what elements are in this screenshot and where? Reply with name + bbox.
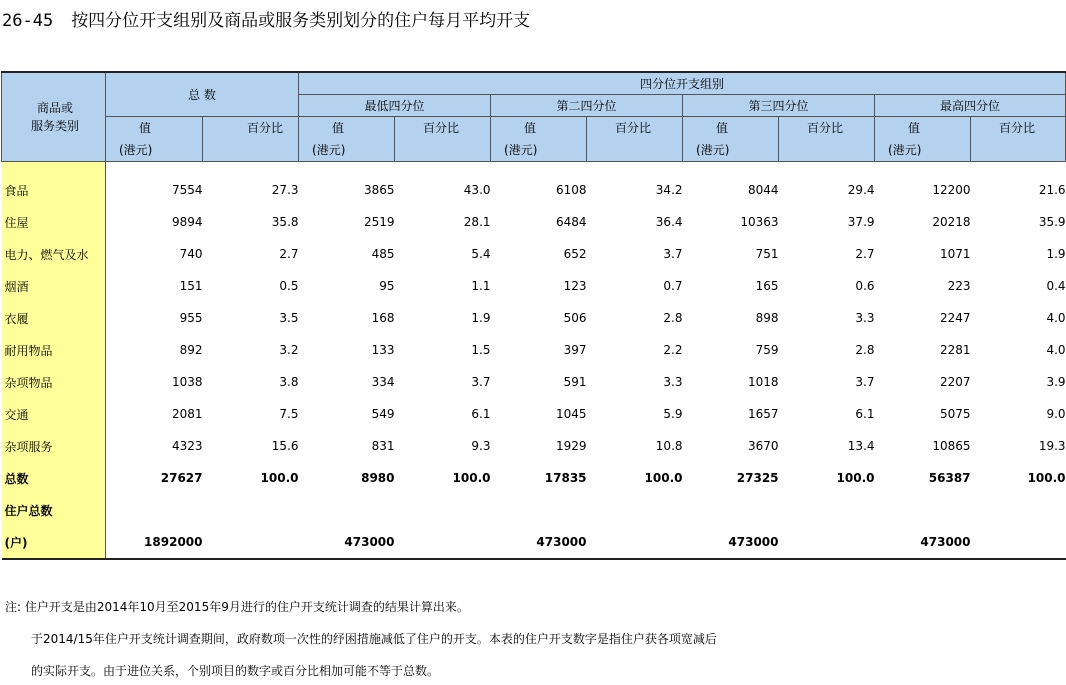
category-header-line2: 服务类别 bbox=[30, 119, 79, 133]
quartile-group-header: 四分位开支组别 bbox=[299, 72, 1066, 95]
value-cell: 133 bbox=[371, 343, 395, 357]
value-header: 值 (港元) bbox=[491, 117, 587, 162]
percent-cell: 37.9 bbox=[847, 215, 875, 229]
note-line-1: 注: 住户开支是由2014年10月至2015年9月进行的住户开支统计调查的结果计算出来。 bbox=[5, 600, 469, 614]
empty-cell bbox=[683, 494, 779, 526]
category-cell: 交通 bbox=[2, 398, 106, 430]
table-row bbox=[2, 270, 1066, 302]
percent-cell: 7.5 bbox=[279, 407, 299, 421]
percent-cell: 3.7 bbox=[855, 375, 875, 389]
percent-cell: 29.4 bbox=[847, 183, 875, 197]
expenditure-table bbox=[1, 71, 1066, 560]
value-cell: 1018 bbox=[747, 375, 779, 389]
value-cell: 2519 bbox=[363, 215, 395, 229]
value-cell: 751 bbox=[755, 247, 779, 261]
value-cell: 955 bbox=[179, 311, 203, 325]
category-cell: 杂项物品 bbox=[2, 366, 106, 398]
value-cell: 10865 bbox=[932, 439, 971, 453]
empty-cell bbox=[395, 526, 491, 559]
value-cell: 7554 bbox=[171, 183, 203, 197]
value-header: 值 (港元) bbox=[875, 117, 971, 162]
percent-cell: 5.9 bbox=[663, 407, 683, 421]
percent-cell: 3.7 bbox=[663, 247, 683, 261]
total-value-cell: 17835 bbox=[544, 471, 587, 485]
value-cell: 549 bbox=[371, 407, 395, 421]
percent-header: 百分比 bbox=[971, 117, 1066, 162]
percent-cell: 27.3 bbox=[271, 183, 299, 197]
percent-cell: 3.9 bbox=[1046, 375, 1066, 389]
total-value-cell: 8980 bbox=[361, 471, 395, 485]
note-line-2: 于2014/15年住户开支统计调查期间，政府数项一次性的纾困措施减低了住户的开支。本表的住户开支数字是指住户获各项宽减后 bbox=[31, 632, 717, 646]
households-unit: (户) bbox=[2, 526, 106, 559]
empty-cell bbox=[587, 494, 683, 526]
value-cell: 740 bbox=[179, 247, 203, 261]
value-cell: 168 bbox=[371, 311, 395, 325]
value-cell: 1929 bbox=[555, 439, 587, 453]
households-value-cell: 1892000 bbox=[106, 526, 203, 559]
percent-cell: 0.5 bbox=[279, 279, 299, 293]
category-cell: 衣履 bbox=[2, 302, 106, 334]
percent-cell: 4.0 bbox=[1046, 343, 1066, 357]
value-cell: 652 bbox=[563, 247, 587, 261]
percent-cell: 35.9 bbox=[1038, 215, 1066, 229]
total-header: 总 数 bbox=[106, 72, 299, 117]
value-header: 值 (港元) bbox=[299, 117, 395, 162]
value-cell: 506 bbox=[563, 311, 587, 325]
page-title bbox=[2, 6, 530, 31]
value-cell: 1657 bbox=[747, 407, 779, 421]
value-cell: 831 bbox=[371, 439, 395, 453]
households-row bbox=[2, 526, 1066, 559]
value-cell: 397 bbox=[563, 343, 587, 357]
percent-cell: 3.5 bbox=[279, 311, 299, 325]
table-row bbox=[2, 206, 1066, 238]
percent-header: 百分比 bbox=[587, 117, 683, 162]
empty-cell bbox=[779, 526, 875, 559]
percent-cell: 6.1 bbox=[471, 407, 491, 421]
empty-cell bbox=[587, 526, 683, 559]
value-cell: 95 bbox=[379, 279, 395, 293]
empty-cell bbox=[106, 494, 203, 526]
note-line-3: 的实际开支。由于进位关系，个别项目的数字或百分比相加可能不等于总数。 bbox=[31, 664, 440, 678]
percent-cell: 3.8 bbox=[279, 375, 299, 389]
value-cell: 8044 bbox=[747, 183, 779, 197]
value-cell: 2247 bbox=[939, 311, 971, 325]
total-row bbox=[2, 462, 1066, 494]
households-value-cell: 473000 bbox=[683, 526, 779, 559]
value-cell: 1045 bbox=[555, 407, 587, 421]
empty-cell bbox=[875, 494, 971, 526]
percent-cell: 0.7 bbox=[663, 279, 683, 293]
households-label: 住户总数 bbox=[2, 494, 106, 526]
value-header: 值 (港元) bbox=[683, 117, 779, 162]
value-cell: 4323 bbox=[171, 439, 203, 453]
table-row bbox=[2, 398, 1066, 430]
percent-header: 百分比 bbox=[395, 117, 491, 162]
total-value-cell: 27325 bbox=[736, 471, 779, 485]
value-cell: 2207 bbox=[939, 375, 971, 389]
percent-cell: 2.7 bbox=[279, 247, 299, 261]
category-header bbox=[2, 72, 106, 162]
value-cell: 5075 bbox=[939, 407, 971, 421]
percent-cell: 1.1 bbox=[471, 279, 491, 293]
total-value-cell: 27627 bbox=[160, 471, 203, 485]
category-cell: 杂项服务 bbox=[2, 430, 106, 462]
percent-cell: 2.8 bbox=[663, 311, 683, 325]
empty-cell bbox=[203, 526, 299, 559]
empty-cell bbox=[491, 494, 587, 526]
percent-cell: 10.8 bbox=[655, 439, 683, 453]
table-row bbox=[2, 162, 1066, 207]
total-percent-cell: 100.0 bbox=[1027, 471, 1066, 485]
value-cell: 1038 bbox=[171, 375, 203, 389]
percent-cell: 3.2 bbox=[279, 343, 299, 357]
table-row bbox=[2, 238, 1066, 270]
value-cell: 12200 bbox=[932, 183, 971, 197]
value-cell: 223 bbox=[947, 279, 971, 293]
value-cell: 2281 bbox=[939, 343, 971, 357]
value-cell: 759 bbox=[755, 343, 779, 357]
percent-cell: 9.0 bbox=[1046, 407, 1066, 421]
empty-cell bbox=[299, 494, 395, 526]
percent-cell: 9.3 bbox=[471, 439, 491, 453]
category-cell: 电力、燃气及水 bbox=[2, 238, 106, 270]
empty-cell bbox=[971, 526, 1066, 559]
value-cell: 485 bbox=[371, 247, 395, 261]
value-header: 值 (港元) bbox=[106, 117, 203, 162]
category-cell: 食品 bbox=[2, 162, 106, 207]
total-label: 总数 bbox=[2, 462, 106, 494]
empty-cell bbox=[203, 494, 299, 526]
empty-cell bbox=[779, 494, 875, 526]
percent-cell: 13.4 bbox=[847, 439, 875, 453]
value-cell: 151 bbox=[179, 279, 203, 293]
percent-cell: 0.4 bbox=[1046, 279, 1066, 293]
table-title: 按四分位开支组别及商品或服务类别划分的住户每月平均开支 bbox=[71, 11, 531, 31]
category-cell: 住屋 bbox=[2, 206, 106, 238]
value-cell: 898 bbox=[755, 311, 779, 325]
value-cell: 20218 bbox=[932, 215, 971, 229]
quartile-header-2: 第二四分位 bbox=[491, 95, 683, 117]
percent-cell: 3.3 bbox=[855, 311, 875, 325]
empty-cell bbox=[395, 494, 491, 526]
households-value-cell: 473000 bbox=[875, 526, 971, 559]
subheader-row bbox=[2, 117, 1066, 162]
value-cell: 165 bbox=[755, 279, 779, 293]
percent-cell: 2.8 bbox=[855, 343, 875, 357]
quartile-header-4: 最高四分位 bbox=[875, 95, 1066, 117]
total-percent-cell: 100.0 bbox=[260, 471, 299, 485]
percent-header: 百分比 bbox=[779, 117, 875, 162]
percent-cell: 2.7 bbox=[855, 247, 875, 261]
percent-cell: 4.0 bbox=[1046, 311, 1066, 325]
category-header-line1: 商品或 bbox=[36, 101, 73, 115]
percent-cell: 34.2 bbox=[655, 183, 683, 197]
percent-cell: 2.2 bbox=[663, 343, 683, 357]
total-percent-cell: 100.0 bbox=[836, 471, 875, 485]
percent-cell: 28.1 bbox=[463, 215, 491, 229]
percent-cell: 3.7 bbox=[471, 375, 491, 389]
table-body bbox=[2, 162, 1066, 560]
percent-cell: 43.0 bbox=[463, 183, 491, 197]
empty-cell bbox=[971, 494, 1066, 526]
category-cell: 烟酒 bbox=[2, 270, 106, 302]
total-value-cell: 56387 bbox=[928, 471, 971, 485]
table-row bbox=[2, 430, 1066, 462]
category-cell: 耐用物品 bbox=[2, 334, 106, 366]
table-row bbox=[2, 366, 1066, 398]
value-cell: 9894 bbox=[171, 215, 203, 229]
total-percent-cell: 100.0 bbox=[452, 471, 491, 485]
table-code: 26-45 bbox=[2, 11, 54, 31]
percent-cell: 0.6 bbox=[855, 279, 875, 293]
value-cell: 10363 bbox=[740, 215, 779, 229]
value-cell: 892 bbox=[179, 343, 203, 357]
value-cell: 1071 bbox=[939, 247, 971, 261]
percent-cell: 21.6 bbox=[1038, 183, 1066, 197]
value-cell: 591 bbox=[563, 375, 587, 389]
percent-cell: 35.8 bbox=[271, 215, 299, 229]
table-row bbox=[2, 302, 1066, 334]
percent-cell: 1.9 bbox=[471, 311, 491, 325]
households-label-row bbox=[2, 494, 1066, 526]
table-row bbox=[2, 334, 1066, 366]
percent-cell: 36.4 bbox=[655, 215, 683, 229]
percent-cell: 1.9 bbox=[1046, 247, 1066, 261]
value-cell: 3670 bbox=[747, 439, 779, 453]
value-cell: 2081 bbox=[171, 407, 203, 421]
percent-cell: 3.3 bbox=[663, 375, 683, 389]
percent-header: 百分比 bbox=[203, 117, 299, 162]
percent-cell: 15.6 bbox=[271, 439, 299, 453]
value-cell: 6108 bbox=[555, 183, 587, 197]
households-value-cell: 473000 bbox=[299, 526, 395, 559]
total-percent-cell: 100.0 bbox=[644, 471, 683, 485]
value-cell: 123 bbox=[563, 279, 587, 293]
value-cell: 3865 bbox=[363, 183, 395, 197]
quartile-header-3: 第三四分位 bbox=[683, 95, 875, 117]
value-cell: 6484 bbox=[555, 215, 587, 229]
quartile-header-1: 最低四分位 bbox=[299, 95, 491, 117]
percent-cell: 5.4 bbox=[471, 247, 491, 261]
percent-cell: 6.1 bbox=[855, 407, 875, 421]
value-cell: 334 bbox=[371, 375, 395, 389]
percent-cell: 19.3 bbox=[1038, 439, 1066, 453]
households-value-cell: 473000 bbox=[491, 526, 587, 559]
percent-cell: 1.5 bbox=[471, 343, 491, 357]
table-header bbox=[2, 72, 1066, 162]
